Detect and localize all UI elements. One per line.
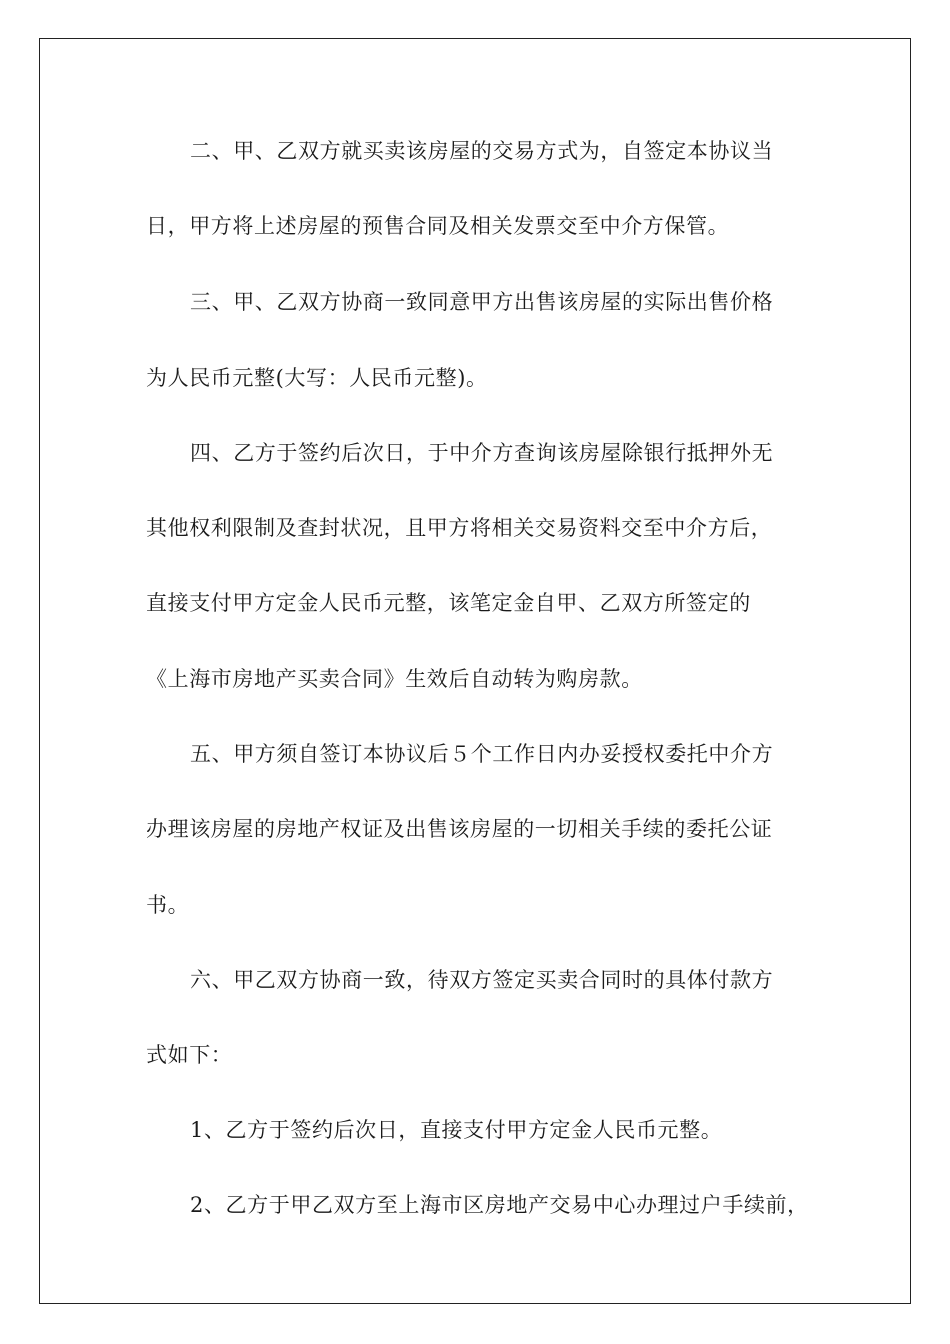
paragraph-3-line-2: 为人民币元整(大写：人民币元整)。 bbox=[146, 366, 488, 390]
paragraph-6-line-1: 六、甲乙双方协商一致，待双方签定买卖合同时的具体付款方 bbox=[190, 968, 774, 992]
paragraph-4-line-1: 四、乙方于签约后次日，于中介方查询该房屋除银行抵押外无 bbox=[190, 441, 774, 465]
paragraph-3-line-1: 三、甲、乙双方协商一致同意甲方出售该房屋的实际出售价格 bbox=[190, 290, 774, 314]
paragraph-4-line-2: 其他权利限制及查封状况，且甲方将相关交易资料交至中介方后， bbox=[146, 516, 773, 540]
paragraph-5-line-1: 五、甲方须自签订本协议后５个工作日内办妥授权委托中介方 bbox=[190, 742, 774, 766]
list-item-2: 2、乙方于甲乙双方至上海市区房地产交易中心办理过户手续前， bbox=[190, 1193, 809, 1217]
paragraph-4-line-3: 直接支付甲方定金人民币元整，该笔定金自甲、乙双方所签定的 bbox=[146, 591, 751, 615]
list-item-1: 1、乙方于签约后次日，直接支付甲方定金人民币元整。 bbox=[190, 1118, 723, 1142]
paragraph-2-line-2: 日，甲方将上述房屋的预售合同及相关发票交至中介方保管。 bbox=[146, 214, 730, 238]
paragraph-5-line-2: 办理该房屋的房地产权证及出售该房屋的一切相关手续的委托公证 bbox=[146, 817, 773, 841]
paragraph-5-line-3: 书。 bbox=[146, 893, 190, 917]
paragraph-4-line-4: 《上海市房地产买卖合同》生效后自动转为购房款。 bbox=[146, 667, 643, 691]
paragraph-2-line-1: 二、甲、乙双方就买卖该房屋的交易方式为，自签定本协议当 bbox=[190, 139, 774, 163]
paragraph-6-line-2: 式如下： bbox=[146, 1043, 233, 1067]
